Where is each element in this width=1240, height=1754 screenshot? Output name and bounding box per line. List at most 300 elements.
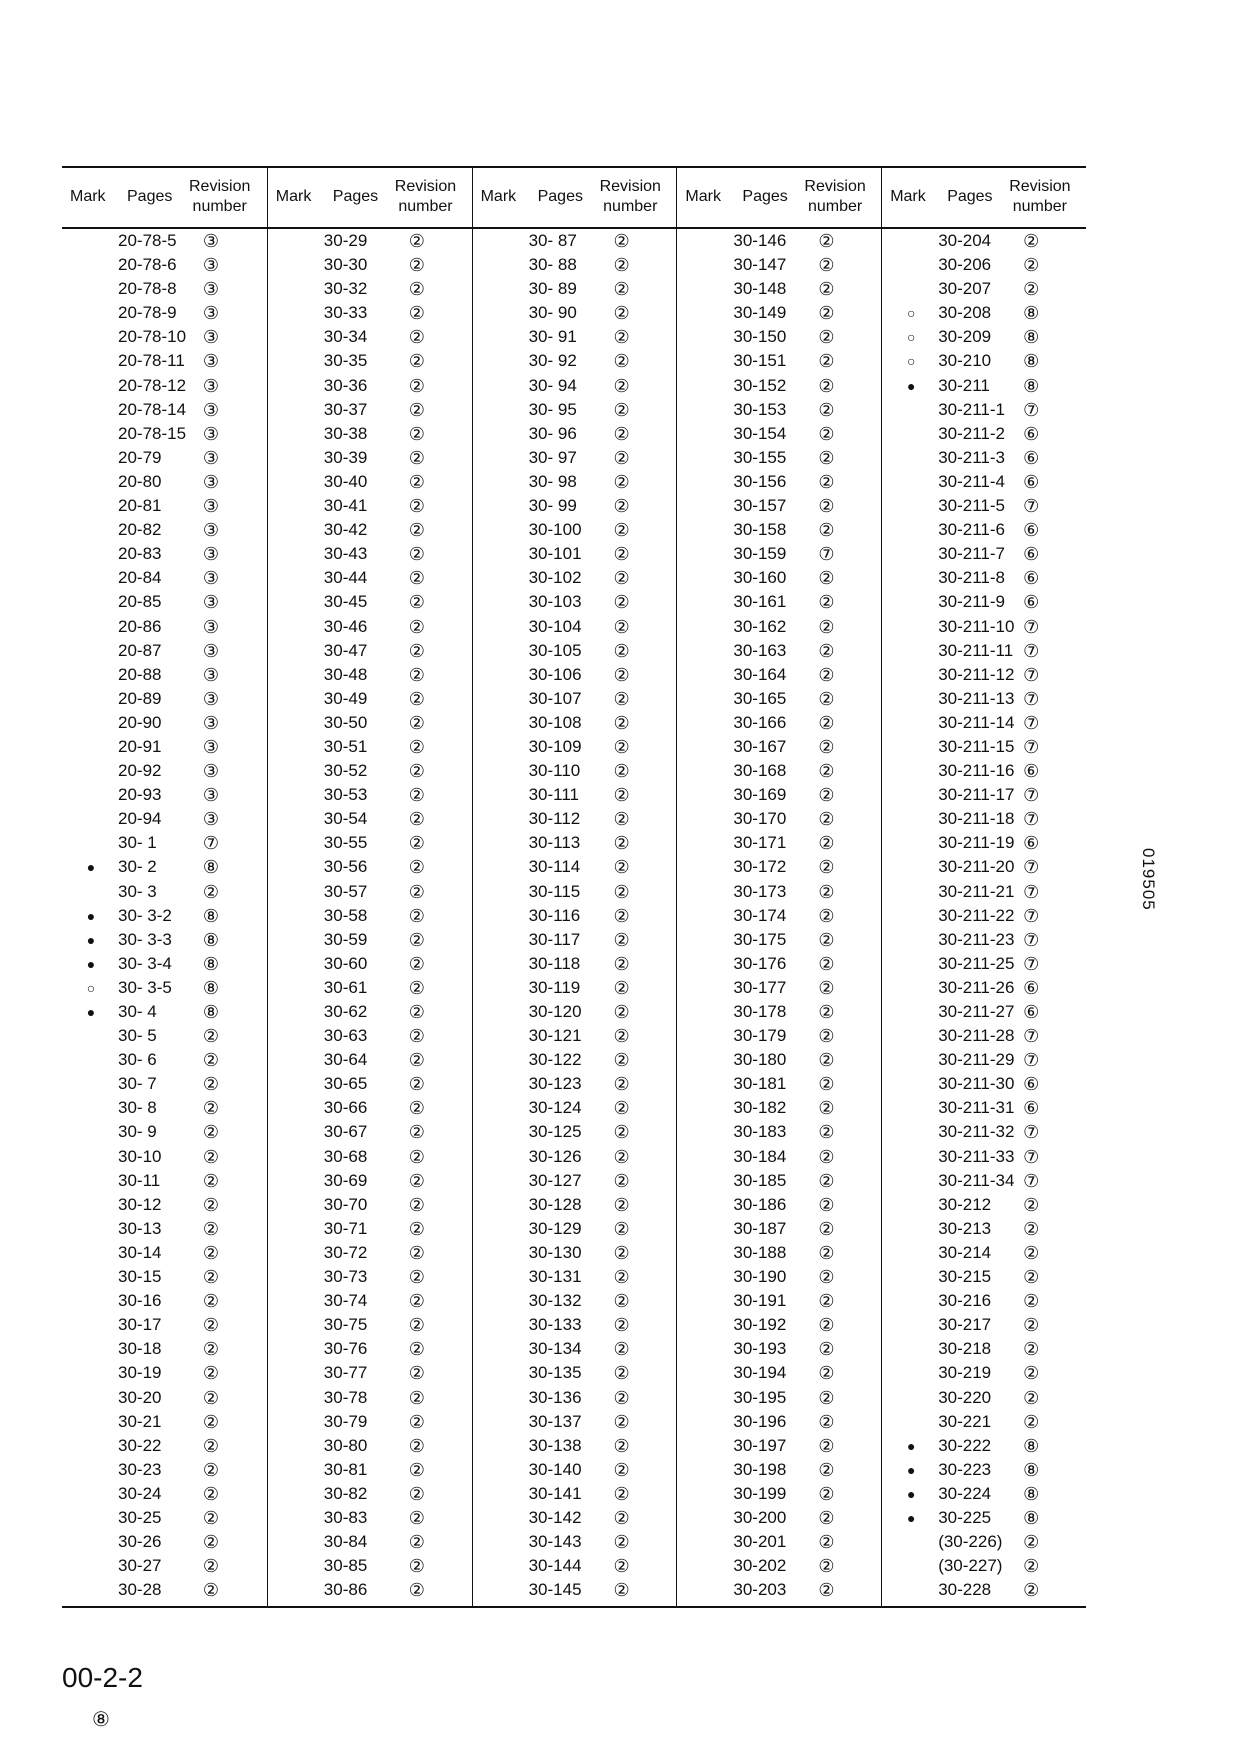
row-revision: ⑦ <box>1023 809 1040 830</box>
table-row <box>62 1265 267 1289</box>
table-row <box>677 349 882 373</box>
row-revision: ⑧ <box>1023 1507 1040 1528</box>
row-page: 30-58 <box>323 905 368 925</box>
row-page: 30-86 <box>323 1580 368 1600</box>
row-page: 30-204 <box>938 231 992 250</box>
header-revision <box>1009 177 1070 217</box>
row-page: 30-160 <box>733 568 787 588</box>
table-row <box>473 1361 678 1385</box>
row-page: 30-211-16 <box>938 761 1015 781</box>
table-column-5 <box>881 166 1087 1607</box>
row-page: 20-78-10 <box>118 327 187 347</box>
row-revision: ② <box>408 953 425 974</box>
row-page: 30-11 <box>118 1170 161 1190</box>
row-page: 30-69 <box>323 1170 368 1190</box>
row-page: 30-24 <box>118 1483 162 1503</box>
row-page: 30-51 <box>323 736 368 756</box>
table-row <box>882 253 1087 277</box>
table-row <box>677 1024 882 1048</box>
table-row <box>62 1530 267 1554</box>
row-page: 30-44 <box>323 568 368 588</box>
row-revision: ⑦ <box>1023 712 1040 733</box>
row-page: 30-55 <box>323 833 368 853</box>
row-page: 30-74 <box>323 1291 368 1311</box>
row-page: 30-18 <box>118 1339 162 1359</box>
row-mark: ○ <box>906 329 916 346</box>
table-row <box>882 1506 1087 1530</box>
table-row <box>268 1289 473 1313</box>
row-revision: ② <box>613 1098 630 1119</box>
row-revision: ② <box>408 1459 425 1480</box>
table-row <box>62 639 267 663</box>
table-row <box>473 1048 678 1072</box>
row-page: 30- 5 <box>118 1026 157 1046</box>
table-row <box>473 783 678 807</box>
table-row <box>473 422 678 446</box>
row-page: 30-70 <box>323 1194 368 1214</box>
row-page: 30-79 <box>323 1411 368 1431</box>
table-column-3 <box>472 166 678 1607</box>
table-row <box>677 590 882 614</box>
table-row <box>882 1578 1087 1602</box>
row-page: 30-211-8 <box>938 568 1005 588</box>
table-row <box>677 1361 882 1385</box>
row-revision: ③ <box>202 640 220 661</box>
row-revision: ② <box>613 520 630 541</box>
row-page: 30-105 <box>528 640 582 660</box>
row-revision: ② <box>613 1387 630 1408</box>
table-row <box>62 518 267 542</box>
table-row <box>268 1000 473 1024</box>
table-row <box>677 1145 882 1169</box>
table-row <box>62 1386 267 1410</box>
row-page: 30-162 <box>733 616 787 636</box>
row-page: 30-178 <box>733 1002 787 1021</box>
table-row <box>62 349 267 373</box>
table-row <box>473 1434 678 1458</box>
row-page: 30-216 <box>938 1291 992 1311</box>
row-page: 30-211-19 <box>938 833 1015 853</box>
table-row <box>473 229 678 253</box>
table-row <box>62 470 267 494</box>
row-page: 20-85 <box>118 592 162 612</box>
row-page: 30-46 <box>323 616 368 636</box>
row-page: 30-200 <box>733 1507 787 1527</box>
table-row <box>473 1145 678 1169</box>
table-row <box>473 687 678 711</box>
row-page: 30-81 <box>323 1459 368 1479</box>
row-revision: ② <box>613 1194 630 1215</box>
row-revision: ② <box>202 1291 220 1312</box>
header-revision-line2: number <box>603 198 658 215</box>
table-row <box>268 1048 473 1072</box>
row-revision: ⑥ <box>1023 592 1040 613</box>
row-revision: ② <box>202 1411 220 1432</box>
row-revision: ② <box>408 616 425 637</box>
row-revision: ② <box>613 568 630 589</box>
table-row <box>62 374 267 398</box>
row-page: 30-166 <box>733 712 787 732</box>
table-row <box>473 277 678 301</box>
table-row <box>882 1120 1087 1144</box>
row-revision: ② <box>818 929 835 950</box>
row-page: 20-89 <box>118 688 162 708</box>
row-page: 30-19 <box>118 1363 162 1383</box>
row-revision: ② <box>408 544 425 565</box>
row-revision: ② <box>613 1122 630 1143</box>
row-page: 30-50 <box>323 712 368 732</box>
table-row <box>268 1217 473 1241</box>
row-revision: ② <box>408 1026 425 1047</box>
row-revision: ② <box>818 351 835 372</box>
row-revision: ② <box>818 1218 835 1239</box>
row-page: 30-41 <box>323 496 368 516</box>
row-revision: ② <box>613 423 630 444</box>
row-page: 30-47 <box>323 640 368 660</box>
table-row <box>473 735 678 759</box>
row-revision: ② <box>613 399 630 420</box>
row-page: 30-198 <box>733 1459 787 1479</box>
header-revision-line1: Revision <box>804 178 866 195</box>
table-row <box>473 1506 678 1530</box>
row-revision: ⑦ <box>1023 496 1040 517</box>
row-page: 30-211-5 <box>938 496 1005 516</box>
row-page: 30-223 <box>938 1459 992 1479</box>
row-revision: ② <box>408 1267 425 1288</box>
table-row <box>882 1265 1087 1289</box>
row-revision: ② <box>408 761 425 782</box>
table-row <box>882 1048 1087 1072</box>
table-row <box>677 1506 882 1530</box>
table-row <box>882 1361 1087 1385</box>
table-row <box>882 1193 1087 1217</box>
table-row <box>473 1217 678 1241</box>
row-page: 30- 2 <box>118 857 157 877</box>
row-page: 20-87 <box>118 640 162 660</box>
row-page: 20-78-14 <box>118 399 187 419</box>
table-row <box>473 325 678 349</box>
row-revision: ② <box>613 736 630 757</box>
row-page: 20-80 <box>118 471 162 491</box>
table-row <box>677 542 882 566</box>
row-page: 30-10 <box>118 1146 162 1166</box>
row-page: 30-56 <box>323 857 368 877</box>
row-page: 30-108 <box>528 712 582 732</box>
table-row <box>62 1361 267 1385</box>
row-page: 30- 3 <box>118 881 157 901</box>
row-page: 30-164 <box>733 664 787 684</box>
row-revision: ② <box>818 1363 835 1384</box>
row-page: 30-141 <box>528 1483 582 1503</box>
row-revision: ⑥ <box>1023 568 1040 589</box>
row-revision: ② <box>613 1363 630 1384</box>
table-row <box>473 374 678 398</box>
row-page: 30-128 <box>528 1194 582 1214</box>
table-row <box>268 1193 473 1217</box>
table-row <box>62 1458 267 1482</box>
table-row <box>473 1072 678 1096</box>
header-mark: Mark <box>685 188 721 205</box>
table-row <box>677 711 882 735</box>
table-row <box>882 1169 1087 1193</box>
row-revision: ② <box>613 592 630 613</box>
row-page: 30-13 <box>118 1218 162 1238</box>
row-revision: ② <box>818 568 835 589</box>
row-page: 30-54 <box>323 809 368 829</box>
row-page: 30-211-1 <box>938 399 1005 419</box>
row-page: 30-85 <box>323 1556 368 1576</box>
table-row <box>882 446 1087 470</box>
row-page: 30-112 <box>528 809 581 829</box>
row-revision: ② <box>408 423 425 444</box>
row-revision: ③ <box>202 375 220 396</box>
table-row <box>473 1313 678 1337</box>
row-revision: ③ <box>202 327 220 348</box>
row-revision: ② <box>613 1315 630 1336</box>
table-row <box>882 1072 1087 1096</box>
row-page: 30-174 <box>733 905 787 925</box>
row-page: 30-156 <box>733 471 787 491</box>
row-revision: ⑦ <box>1023 1122 1040 1143</box>
row-page: 30-110 <box>528 761 581 781</box>
table-row <box>62 1193 267 1217</box>
row-page: 30-168 <box>733 761 787 781</box>
table-row <box>268 639 473 663</box>
column-header <box>62 166 267 227</box>
row-mark: ● <box>86 955 96 972</box>
table-row <box>268 1554 473 1578</box>
footer-page-number: 00-2-2 <box>62 1662 143 1693</box>
row-page: 30-220 <box>938 1387 992 1407</box>
header-pages: Pages <box>332 188 379 205</box>
row-page: 30-211-30 <box>938 1074 1015 1094</box>
table-row <box>268 831 473 855</box>
row-revision: ⑦ <box>1023 1170 1040 1191</box>
row-page: 30-192 <box>733 1315 787 1335</box>
row-revision: ② <box>613 255 630 276</box>
table-row <box>473 855 678 879</box>
table-row <box>677 735 882 759</box>
row-revision: ② <box>613 809 630 830</box>
row-revision: ② <box>613 761 630 782</box>
row-revision: ⑦ <box>1023 399 1040 420</box>
table-row <box>473 807 678 831</box>
row-page: 30-119 <box>528 977 581 997</box>
row-revision: ② <box>818 1459 835 1480</box>
row-page: 30-83 <box>323 1507 368 1527</box>
row-page: 30-180 <box>733 1050 787 1070</box>
row-page: 30- 87 <box>528 231 577 250</box>
table-row <box>473 470 678 494</box>
row-revision: ③ <box>202 303 220 324</box>
row-page: 30-211-13 <box>938 688 1015 708</box>
table-row <box>677 1386 882 1410</box>
row-page: 30-212 <box>938 1194 992 1214</box>
table-row <box>882 494 1087 518</box>
row-page: 30-169 <box>733 785 787 805</box>
row-revision: ② <box>613 1242 630 1263</box>
row-revision: ③ <box>202 447 220 468</box>
row-page: 30-211-10 <box>938 616 1015 636</box>
row-revision: ② <box>1023 231 1040 251</box>
row-page: 30-214 <box>938 1242 992 1262</box>
row-page: 30-84 <box>323 1532 368 1552</box>
row-revision: ② <box>818 1532 835 1553</box>
table-row <box>882 1096 1087 1120</box>
table-row <box>473 301 678 325</box>
row-page: 20-93 <box>118 785 162 805</box>
table-row <box>882 1241 1087 1265</box>
row-revision: ⑥ <box>1023 423 1040 444</box>
table-row <box>882 952 1087 976</box>
row-page: 30- 7 <box>118 1074 157 1094</box>
table-row <box>268 1024 473 1048</box>
row-revision: ② <box>818 1074 835 1095</box>
table-row <box>62 1217 267 1241</box>
table-row <box>473 1482 678 1506</box>
row-page: 30-211-29 <box>938 1050 1015 1070</box>
row-revision: ② <box>613 1435 630 1456</box>
row-revision: ⑦ <box>202 833 220 854</box>
row-page: 30- 3-2 <box>118 905 172 925</box>
row-revision: ② <box>1023 1291 1040 1312</box>
row-revision: ② <box>818 1194 835 1215</box>
table-row <box>882 542 1087 566</box>
table-row <box>62 759 267 783</box>
table-row <box>268 687 473 711</box>
header-mark: Mark <box>480 188 517 205</box>
row-page: 20-94 <box>118 809 162 829</box>
row-page: 30-211-15 <box>938 736 1015 756</box>
row-page: 30-129 <box>528 1218 582 1238</box>
row-revision: ② <box>1023 1411 1040 1432</box>
table-row <box>268 374 473 398</box>
row-revision: ② <box>818 881 835 902</box>
row-revision: ② <box>613 1580 630 1601</box>
table-row <box>62 542 267 566</box>
row-page: 30-117 <box>528 929 581 949</box>
header-revision <box>804 177 865 217</box>
row-revision: ② <box>408 1242 425 1263</box>
row-revision: ⑧ <box>202 953 220 974</box>
table-row <box>677 253 882 277</box>
row-page: 20-78-5 <box>118 231 177 250</box>
table-row <box>677 229 882 253</box>
row-page: 30-32 <box>323 279 368 299</box>
header-revision-line1: Revision <box>1009 178 1071 195</box>
row-revision: ② <box>818 375 835 396</box>
table-row <box>882 301 1087 325</box>
table-row <box>268 229 473 253</box>
row-revision: ⑦ <box>1023 905 1040 926</box>
row-revision: ② <box>1023 1242 1040 1263</box>
row-revision: ② <box>818 447 835 468</box>
row-revision: ② <box>818 1580 835 1601</box>
table-column-2 <box>267 166 473 1607</box>
row-page: 30-29 <box>323 231 368 250</box>
row-page: 30-159 <box>733 544 787 564</box>
row-revision: ⑥ <box>1023 977 1040 998</box>
row-page: 30-63 <box>323 1026 368 1046</box>
table-row <box>62 711 267 735</box>
row-revision: ② <box>818 1050 835 1071</box>
row-page: 30-211-31 <box>938 1098 1015 1118</box>
row-revision: ② <box>408 905 425 926</box>
row-page: 30- 99 <box>528 496 577 516</box>
row-revision: ② <box>818 1267 835 1288</box>
table-row <box>268 1265 473 1289</box>
row-revision: ② <box>1023 279 1040 300</box>
row-page: 30-142 <box>528 1507 582 1527</box>
row-page: 30-49 <box>323 688 368 708</box>
table-row <box>268 566 473 590</box>
table-row <box>882 422 1087 446</box>
row-revision: ⑦ <box>1023 664 1040 685</box>
row-revision: ⑦ <box>1023 953 1040 974</box>
row-revision: ③ <box>202 736 220 757</box>
row-page: 30-21 <box>118 1411 162 1431</box>
table-row <box>62 928 267 952</box>
row-page: 30-12 <box>118 1194 162 1214</box>
header-revision <box>189 177 250 217</box>
table-row <box>268 759 473 783</box>
table-row <box>882 928 1087 952</box>
table-row <box>882 759 1087 783</box>
row-mark: ○ <box>86 979 96 996</box>
row-revision: ② <box>613 1050 630 1071</box>
row-page: 30-175 <box>733 929 787 949</box>
row-revision: ② <box>202 1580 220 1601</box>
row-mark: ● <box>906 1437 916 1454</box>
row-revision: ⑦ <box>818 544 835 565</box>
row-page: 30-211-33 <box>938 1146 1015 1166</box>
row-revision: ⑧ <box>1023 1435 1040 1456</box>
table-row <box>62 1482 267 1506</box>
table-row <box>473 590 678 614</box>
table-row <box>677 566 882 590</box>
table-row <box>473 759 678 783</box>
row-page: 30-61 <box>323 977 368 997</box>
row-page: 30-27 <box>118 1556 162 1576</box>
table-row <box>882 880 1087 904</box>
row-page: 30-211-11 <box>938 640 1014 660</box>
row-page: 30-123 <box>528 1074 582 1094</box>
row-revision: ③ <box>202 688 220 709</box>
table-row <box>473 1578 678 1602</box>
row-page: 30-115 <box>528 881 581 901</box>
row-revision: ② <box>408 471 425 492</box>
row-page: 30- 1 <box>118 833 157 853</box>
row-page: 30-194 <box>733 1363 787 1383</box>
row-page: 30-17 <box>118 1315 162 1335</box>
row-revision: ③ <box>202 592 220 613</box>
row-page: 30-151 <box>733 351 787 371</box>
row-revision: ⑥ <box>1023 1002 1040 1022</box>
row-page: 30-188 <box>733 1242 787 1262</box>
row-revision: ② <box>613 1291 630 1312</box>
table-row <box>882 1313 1087 1337</box>
row-revision: ② <box>1023 1363 1040 1384</box>
table-row <box>62 494 267 518</box>
table-row <box>268 253 473 277</box>
table-row <box>62 1578 267 1602</box>
row-page: 30-43 <box>323 544 368 564</box>
row-page: 30- 91 <box>528 327 577 347</box>
row-page: 30-39 <box>323 447 368 467</box>
row-revision: ② <box>202 881 220 902</box>
row-revision: ② <box>613 1339 630 1360</box>
row-revision: ② <box>202 1387 220 1408</box>
